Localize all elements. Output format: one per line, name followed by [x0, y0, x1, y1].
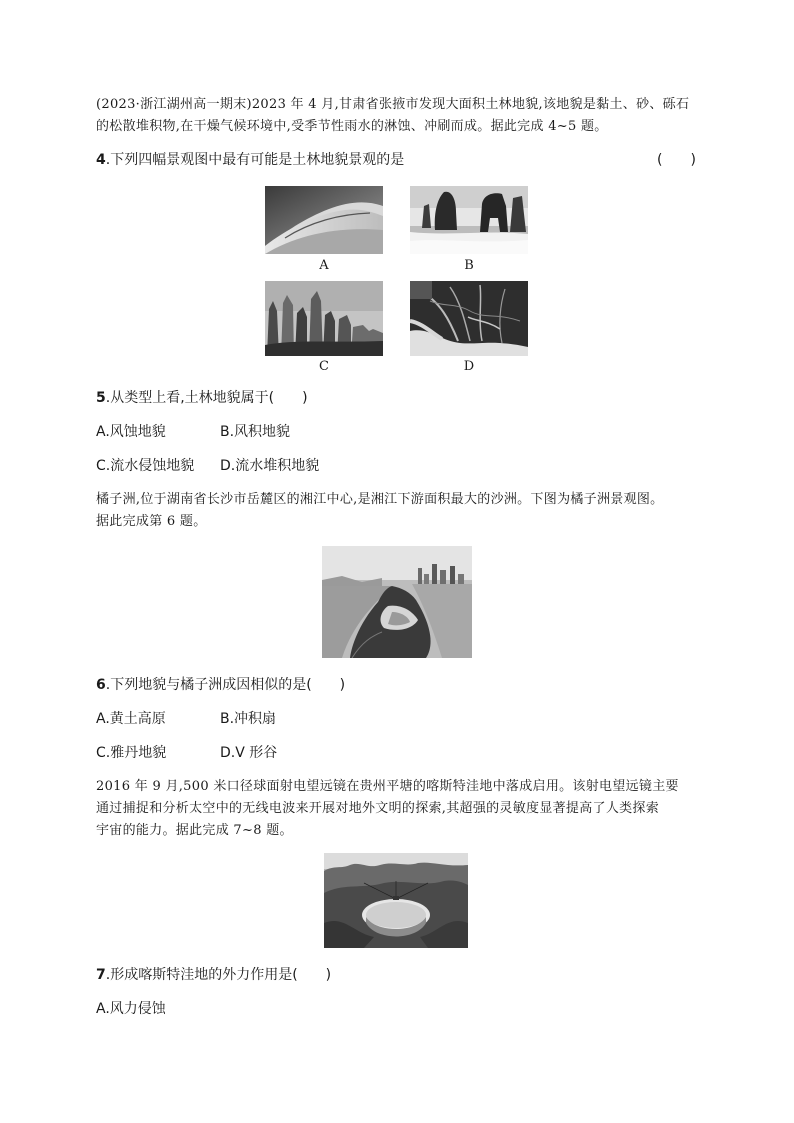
question-6-text: .下列地貌与橘子洲成因相似的是( ): [105, 677, 346, 693]
question-4: [96, 150, 706, 170]
question-7-number: 7: [96, 967, 106, 983]
q7-option-a[interactable]: A.风力侵蚀: [96, 1001, 166, 1017]
image-a-sand-dunes: [265, 186, 383, 254]
question-4-number: 4: [96, 152, 106, 168]
q5-option-d[interactable]: D.流水堆积地貌: [220, 458, 320, 474]
image-b-sea-stacks: [410, 186, 528, 254]
question-7: [96, 965, 706, 985]
q5-option-c[interactable]: C.流水侵蚀地貌: [96, 458, 195, 474]
intro-3-line-1: 2016 年 9 月,500 米口径球面射电望远镜在贵州平塘的喀斯特洼地中落成启用。该射电望远镜主要: [96, 779, 679, 794]
q6-option-a[interactable]: A.黄土高原: [96, 711, 166, 727]
intro-1-line-2: 的松散堆积物,在干燥气候环境中,受季节性雨水的淋蚀、冲刷而成。据此完成 4~5 题。: [96, 119, 608, 134]
image-d-river-delta: [410, 281, 528, 356]
caption-c: C: [319, 359, 329, 374]
intro-3-line-3: 宇宙的能力。据此完成 7~8 题。: [96, 823, 293, 838]
question-6: [96, 675, 706, 695]
q6-option-b[interactable]: B.冲积扇: [220, 711, 277, 727]
caption-d: D: [463, 359, 475, 374]
image-fast-telescope: [324, 853, 468, 948]
question-6-number: 6: [96, 677, 106, 693]
question-4-text: .下列四幅景观图中最有可能是土林地貌景观的是: [105, 152, 405, 168]
intro-3-line-2: 通过捕捉和分析太空中的无线电波来开展对地外文明的探索,其超强的灵敏度显著提高了人类探索: [96, 801, 660, 816]
q5-option-b[interactable]: B.风积地貌: [220, 424, 291, 440]
intro-passage-2: [96, 489, 716, 533]
question-5: [96, 388, 706, 408]
caption-b: B: [464, 258, 474, 273]
intro-passage-1: [96, 94, 716, 138]
image-orange-isle: [322, 546, 472, 658]
intro-passage-3: [96, 776, 716, 842]
question-5-text: .从类型上看,土林地貌属于( ): [105, 390, 308, 406]
q5-option-a[interactable]: A.风蚀地貌: [96, 424, 166, 440]
q6-option-c[interactable]: C.雅丹地貌: [96, 745, 167, 761]
question-7-text: .形成喀斯特洼地的外力作用是( ): [105, 967, 332, 983]
intro-2-line-1: 橘子洲,位于湖南省长沙市岳麓区的湘江中心,是湘江下游面积最大的沙洲。下图为橘子洲景观图。: [96, 492, 664, 507]
image-c-earth-pillars: [265, 281, 383, 356]
q6-option-d[interactable]: D.V 形谷: [220, 745, 278, 761]
intro-2-line-2: 据此完成第 6 题。: [96, 514, 207, 529]
caption-a: A: [319, 258, 329, 273]
question-5-number: 5: [96, 390, 106, 406]
question-4-answer-bracket: ( ): [657, 152, 696, 168]
intro-1-line-1: (2023·浙江湖州高一期末)2023 年 4 月,甘肃省张掖市发现大面积土林地貌,该地貌是黏土、砂、砾石: [96, 97, 690, 112]
